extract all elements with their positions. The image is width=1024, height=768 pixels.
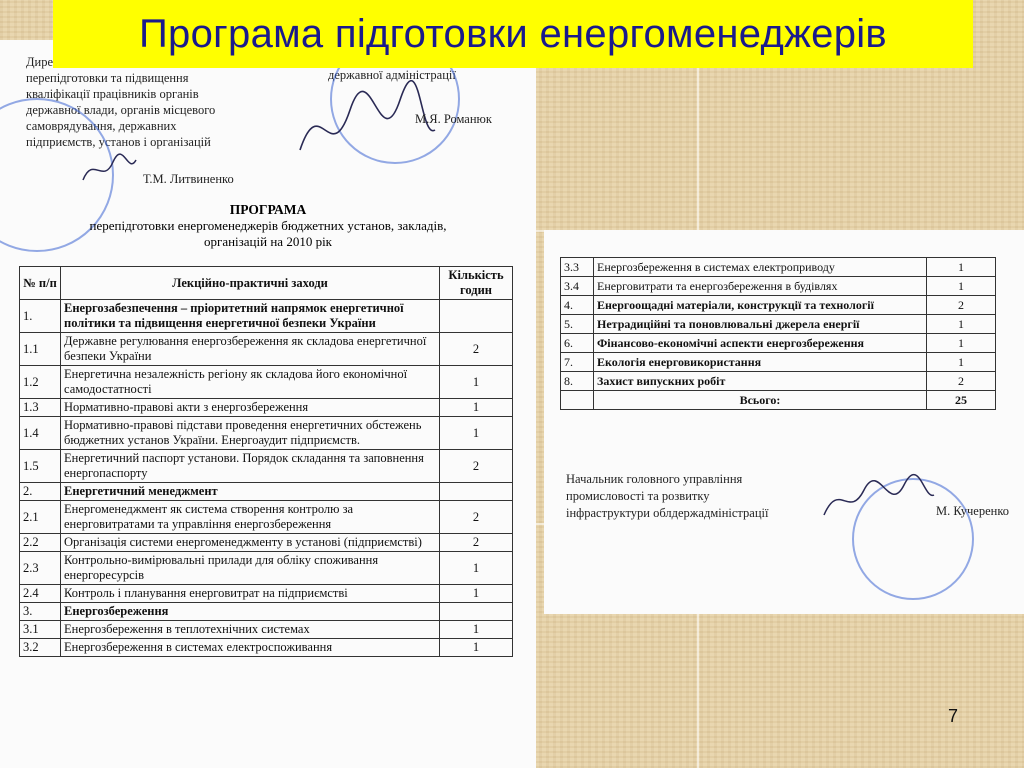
row-topic: Контрольно-вимірювальні прилади для обліку споживання енергоресурсів [61,552,440,585]
row-hours: 2 [440,534,513,552]
right-document-scan [544,230,1024,614]
row-num: 2. [20,483,61,501]
signatory-left-name: Т.М. Литвиненко [143,172,234,186]
signature-title-line: Начальник головного управління [566,472,743,486]
header-left-line: підприємств, установ і організацій [26,135,211,149]
program-table-continued [560,257,996,410]
row-hours: 1 [440,639,513,657]
row-topic: Нормативно-правові акти з енергозбереження [61,399,440,417]
col-header-num: № п/п [20,267,61,300]
table-row [561,315,996,334]
table-row [20,366,513,399]
table-row [20,639,513,657]
row-topic: Енергозбереження в системах електроспоживання [61,639,440,657]
header-right-text: державної адміністрації [328,68,456,82]
row-hours: 1 [440,585,513,603]
row-num: 7. [561,353,594,372]
table-row [561,353,996,372]
row-hours: 2 [440,450,513,483]
row-topic: Енергозбереження в системах електроприводу [594,258,927,277]
signature-right [290,80,440,180]
header-left-line: державної влади, органів місцевого [26,103,216,117]
row-topic: Державне регулювання енергозбереження як складова енергетичної безпеки України [61,333,440,366]
row-topic: Енергетичний паспорт установи. Порядок складання та заповнення енергопаспорту [61,450,440,483]
table-row [20,417,513,450]
row-num: 2.2 [20,534,61,552]
row-topic: Енергозбереження [61,603,440,621]
slide-title: Програма підготовки енергоменеджерів [139,11,887,56]
table-row [20,501,513,534]
row-topic: Екологія енерговикористання [594,353,927,372]
row-num: 1.4 [20,417,61,450]
header-left-line: Дире [26,55,54,69]
row-num: 3. [20,603,61,621]
total-label: Всього: [594,391,927,410]
total-empty-cell [561,391,594,410]
header-left-line: кваліфікації працівників органів [26,87,199,101]
row-num: 1.1 [20,333,61,366]
table-row [561,372,996,391]
table-row [20,603,513,621]
signature-title-block [566,471,768,522]
total-row [561,391,996,410]
row-hours: 2 [440,501,513,534]
signature-left [78,150,138,190]
table-row [20,621,513,639]
row-topic: Енергозабезпечення – пріоритетний напрямок енергетичної політики та підвищення енергетичної безпеки України [61,300,440,333]
program-table [19,266,513,657]
row-hours: 1 [440,417,513,450]
row-topic: Енергоощадні матеріали, конструкції та технології [594,296,927,315]
signatory-name: М. Кучеренко [936,504,1010,518]
signatory-right-name: М.Я. Романюк [415,112,492,126]
table-row [20,534,513,552]
table-row [20,483,513,501]
row-topic: Енерговитрати та енергозбереження в будівлях [594,277,927,296]
table-header-row [20,267,513,300]
table-row [20,399,513,417]
row-num: 2.3 [20,552,61,585]
row-num: 5. [561,315,594,334]
row-hours: 1 [927,277,996,296]
slide-title-bar [53,0,973,68]
row-topic: Фінансово-економічні аспекти енергозбереження [594,334,927,353]
row-topic: Нормативно-правові підстави проведення енергетичних обстежень бюджетних установ України. Енергоаудит підприємств. [61,417,440,450]
table-row [20,450,513,483]
row-num: 6. [561,334,594,353]
row-hours: 1 [927,353,996,372]
row-hours [440,483,513,501]
row-hours [440,300,513,333]
col-header-topic: Лекційно-практичні заходи [61,267,440,300]
table-row [20,333,513,366]
row-num: 2.1 [20,501,61,534]
row-topic: Захист випускних робіт [594,372,927,391]
row-hours: 1 [440,366,513,399]
row-topic: Енергетичний менеджмент [61,483,440,501]
row-num: 1. [20,300,61,333]
program-subtitle-line: організацій на 2010 рік [203,234,332,249]
row-topic: Контроль і планування енерговитрат на підприємстві [61,585,440,603]
table-row [561,334,996,353]
row-hours: 2 [927,296,996,315]
row-num: 3.2 [20,639,61,657]
signature-title-line: промисловості та розвитку [566,489,710,503]
left-document-scan [0,40,536,768]
table-row [561,258,996,277]
row-hours: 2 [440,333,513,366]
total-value: 25 [927,391,996,410]
row-hours: 1 [927,315,996,334]
row-num: 3.3 [561,258,594,277]
program-title: ПРОГРАМА [229,202,307,217]
row-num: 8. [561,372,594,391]
signature-bottom [819,470,939,530]
page-number: 7 [948,706,959,726]
row-hours: 1 [927,334,996,353]
row-topic: Енергозбереження в теплотехнічних системах [61,621,440,639]
row-num: 1.5 [20,450,61,483]
program-subtitle [40,218,496,250]
row-topic: Організація системи енергоменеджменту в установі (підприємстві) [61,534,440,552]
row-num: 4. [561,296,594,315]
table-row [20,585,513,603]
col-header-count: Кількість годин [440,267,513,300]
header-left-line: перепідготовки та підвищення [26,71,189,85]
table-row [20,300,513,333]
row-num: 3.4 [561,277,594,296]
row-num: 1.2 [20,366,61,399]
row-hours: 1 [440,399,513,417]
row-hours: 1 [927,258,996,277]
table-row [20,552,513,585]
row-num: 1.3 [20,399,61,417]
program-subtitle-line: перепідготовки енергоменеджерів бюджетних установ, закладів, [89,218,447,233]
header-left-line: самоврядування, державних [26,119,177,133]
table-row [561,296,996,315]
row-num: 2.4 [20,585,61,603]
row-hours [440,603,513,621]
row-hours: 1 [440,621,513,639]
row-num: 3.1 [20,621,61,639]
row-hours: 2 [927,372,996,391]
signature-title-line: інфраструктури облдержадміністрації [566,506,769,520]
table-row [561,277,996,296]
row-topic: Енергоменеджмент як система створення контролю за енерговитратами та управління енергозбереження [61,501,440,534]
row-topic: Енергетична незалежність регіону як складова його економічної самодостатності [61,366,440,399]
row-topic: Нетрадиційні та поновлювальні джерела енергії [594,315,927,334]
row-hours: 1 [440,552,513,585]
